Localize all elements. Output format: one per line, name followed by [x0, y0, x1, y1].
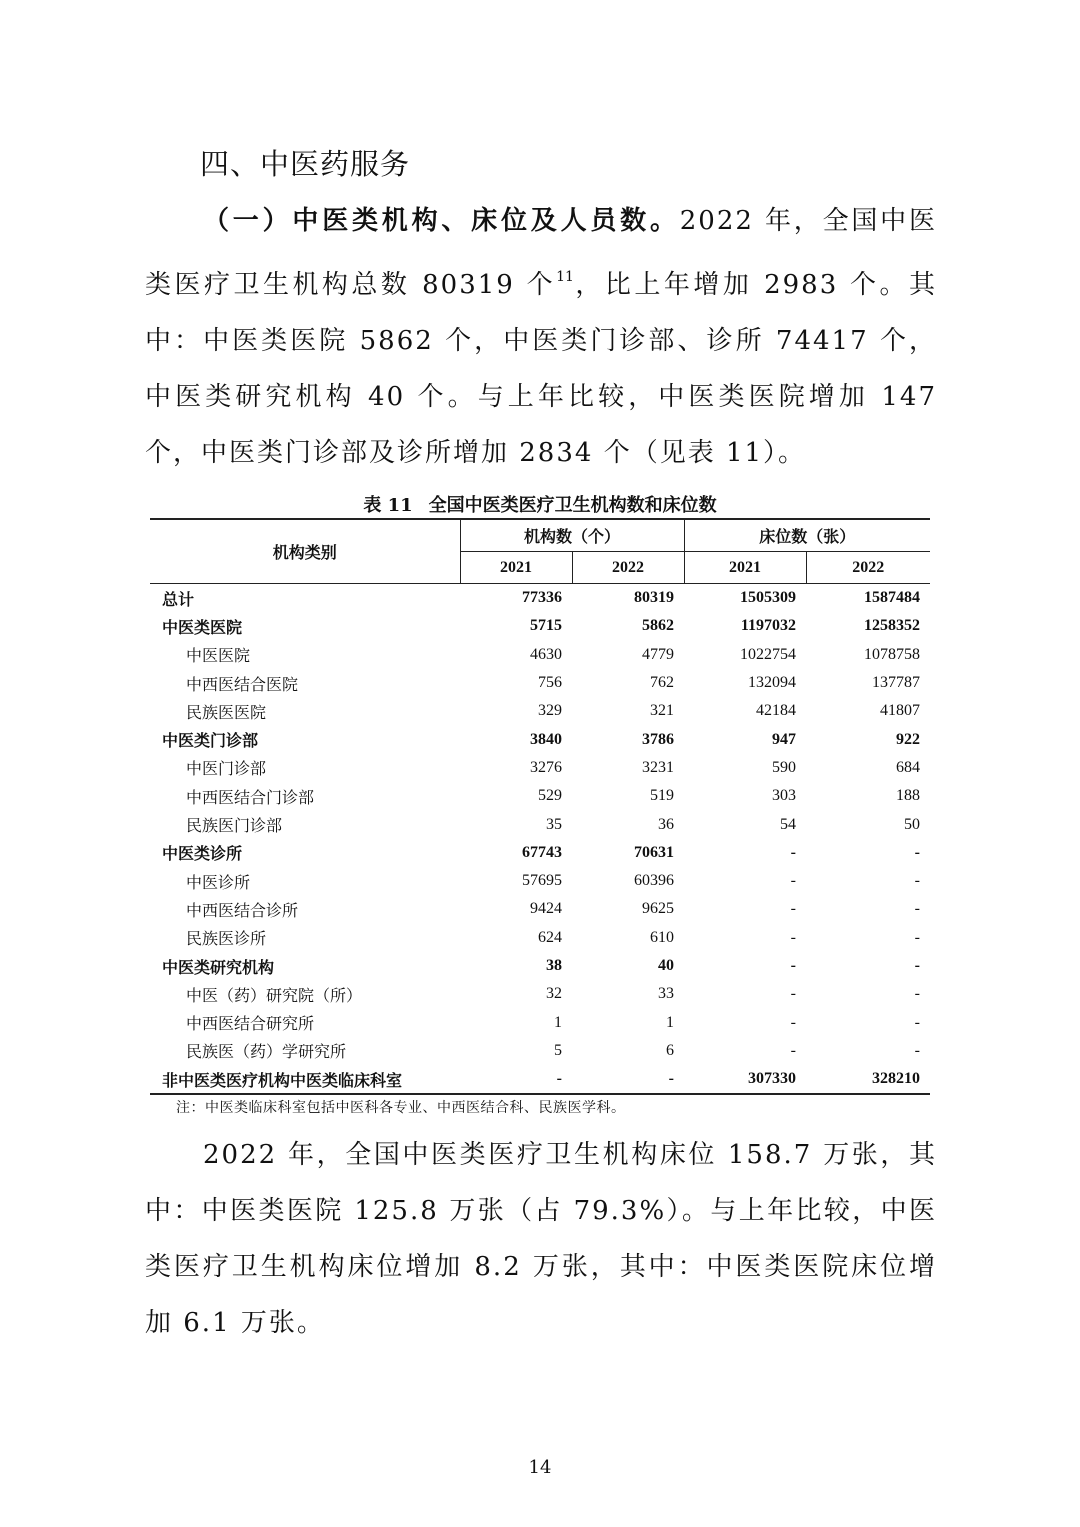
table-title — [150, 491, 930, 517]
row-label: 民族医（药）学研究所 — [186, 1044, 347, 1062]
cell-value: 329 — [538, 702, 562, 720]
cell-value: 3840 — [530, 730, 562, 748]
cell-value: 610 — [650, 928, 674, 946]
cell-value: 303 — [772, 787, 796, 805]
cell-value: 3231 — [642, 758, 674, 776]
cell-value: 132094 — [748, 674, 796, 692]
table-note: 注：中医类临床科室包括中医科各专业、中西医结合科、民族医学科。 — [176, 1100, 626, 1116]
cell-value: 57695 — [522, 872, 562, 890]
cell-value: 756 — [538, 674, 562, 692]
table-row — [150, 924, 930, 952]
cell-value: - — [914, 872, 920, 890]
row-label: 中医（药）研究院（所） — [186, 987, 363, 1005]
cell-value: 1197032 — [740, 617, 796, 635]
cell-value: - — [460, 1065, 572, 1094]
cell-value: 36 — [658, 815, 674, 833]
cell-value: - — [790, 1041, 796, 1059]
cell-value: 1258352 — [864, 617, 920, 635]
footnote-ref: 11 — [556, 269, 574, 285]
cell-value: 60396 — [634, 872, 674, 890]
paragraph-lead: （一）中医类机构、床位及人员数。 — [203, 206, 680, 236]
cell-value: 50 — [904, 815, 920, 833]
cell-value: 41807 — [880, 702, 920, 720]
cell-value: - — [572, 1065, 684, 1094]
cell-value: 5 — [554, 1041, 562, 1059]
cell-value: 6 — [666, 1041, 674, 1059]
cell-value: 321 — [650, 702, 674, 720]
column-group-beds: 床位数（张） — [684, 519, 930, 552]
cell-value: 32 — [546, 985, 562, 1003]
cell-value: 42184 — [756, 702, 796, 720]
cell-value: 762 — [650, 674, 674, 692]
table-row — [150, 612, 930, 640]
cell-value: 3786 — [642, 730, 674, 748]
row-label: 民族医诊所 — [186, 931, 267, 949]
row-label: 中医诊所 — [186, 874, 251, 892]
table-row — [150, 1065, 930, 1094]
cell-value: 947 — [772, 730, 796, 748]
row-label: 中医类诊所 — [162, 846, 243, 864]
row-label: 民族医医院 — [186, 704, 267, 722]
cell-value: - — [790, 957, 796, 974]
cell-value: 590 — [772, 758, 796, 776]
cell-value: 328210 — [806, 1065, 930, 1094]
cell-value: 5862 — [642, 617, 674, 635]
row-label: 中医门诊部 — [186, 761, 267, 779]
column-header-year: 2021 — [684, 552, 806, 584]
row-label: 中医医院 — [186, 648, 251, 666]
column-header-category: 机构类别 — [150, 519, 460, 584]
table-caption: 全国中医类医疗卫生机构数和床位数 — [428, 495, 717, 516]
cell-value: 80319 — [634, 589, 674, 607]
table-row — [150, 980, 930, 1008]
table-row — [150, 754, 930, 782]
cell-value: 684 — [896, 758, 920, 776]
row-label: 民族医门诊部 — [186, 818, 283, 836]
cell-value: - — [914, 1041, 920, 1059]
cell-value: - — [914, 928, 920, 946]
cell-value: 3276 — [530, 758, 562, 776]
cell-value: 188 — [896, 787, 920, 805]
cell-value: 77336 — [522, 589, 562, 607]
table-row — [150, 1037, 930, 1065]
cell-value: 4630 — [530, 645, 562, 663]
cell-value: 9625 — [642, 900, 674, 918]
row-label: 非中医类医疗机构中医类临床科室 — [150, 1065, 460, 1094]
cell-value: 5715 — [530, 617, 562, 635]
cell-value: 38 — [546, 957, 562, 974]
row-label: 中西医结合诊所 — [186, 902, 299, 920]
column-header-year: 2021 — [460, 552, 572, 584]
cell-value: - — [790, 872, 796, 890]
table-row — [150, 895, 930, 923]
cell-value: - — [914, 843, 920, 861]
row-label: 中医类门诊部 — [162, 733, 259, 751]
cell-value: 70631 — [634, 843, 674, 861]
cell-value: 54 — [780, 815, 796, 833]
table-row — [150, 810, 930, 838]
cell-value: 67743 — [522, 843, 562, 861]
cell-value: - — [914, 1013, 920, 1031]
section-heading: 四、中医药服务 — [200, 147, 411, 181]
cell-value: 1505309 — [740, 589, 796, 607]
cell-value: - — [914, 957, 920, 974]
table-row — [150, 697, 930, 725]
cell-value: - — [914, 985, 920, 1003]
table-row — [150, 867, 930, 895]
table-row — [150, 1008, 930, 1036]
paragraph-institutions — [145, 193, 937, 481]
paragraph-beds: 2022 年，全国中医类医疗卫生机构床位 158.7 万张，其中：中医类医院 125.8 万张（占 79.3%）。与上年比较，中医类医疗卫生机构床位增加 8.2 万张，其中：中医类医院床位增加 6.1 万张。 — [145, 1140, 937, 1338]
cell-value: 35 — [546, 815, 562, 833]
row-label: 总计 — [162, 591, 195, 609]
cell-value: 1 — [666, 1013, 674, 1031]
cell-value: 33 — [658, 985, 674, 1003]
table-row — [150, 669, 930, 697]
cell-value: 1078758 — [864, 645, 920, 663]
cell-value: - — [914, 900, 920, 918]
table-row — [150, 952, 930, 980]
table-row — [150, 839, 930, 867]
paragraph-text-b: ，比上年增加 2983 个。其中：中医类医院 5862 个，中医类门诊部、诊所 74417 个，中医类研究机构 40 个。与上年比较，中医类医院增加 147 个，中医类门诊部及诊所增加 2834 个（见表 11）。 — [145, 270, 937, 468]
cell-value: 922 — [896, 730, 920, 748]
cell-value: - — [790, 900, 796, 918]
cell-value: 9424 — [530, 900, 562, 918]
cell-value: 519 — [650, 787, 674, 805]
cell-value: 1587484 — [864, 589, 920, 607]
cell-value: 1 — [554, 1013, 562, 1031]
cell-value: 1022754 — [740, 645, 796, 663]
cell-value: - — [790, 1013, 796, 1031]
table-number: 表 11 — [363, 495, 413, 516]
row-label: 中西医结合研究所 — [186, 1016, 315, 1034]
row-label: 中西医结合门诊部 — [186, 789, 315, 807]
table-row — [150, 641, 930, 669]
column-header-year: 2022 — [806, 552, 930, 584]
cell-value: 4779 — [642, 645, 674, 663]
row-label: 中医类研究机构 — [162, 959, 275, 977]
table-row — [150, 782, 930, 810]
cell-value: - — [790, 985, 796, 1003]
cell-value: 137787 — [872, 674, 920, 692]
table-row — [150, 584, 930, 613]
paragraph-text-a: 2022 年，全国中医类医疗卫生机构总数 80319 个 — [145, 206, 937, 300]
cell-value: 624 — [538, 928, 562, 946]
institutions-beds-table — [150, 518, 930, 1095]
cell-value: 307330 — [684, 1065, 806, 1094]
page-number: 14 — [528, 1457, 552, 1478]
cell-value: - — [790, 843, 796, 861]
cell-value: - — [790, 928, 796, 946]
column-header-year: 2022 — [572, 552, 684, 584]
column-group-institutions: 机构数（个） — [460, 519, 684, 552]
table-row — [150, 725, 930, 753]
row-label: 中医类医院 — [162, 619, 243, 637]
cell-value: 40 — [658, 957, 674, 974]
row-label: 中西医结合医院 — [186, 676, 299, 694]
cell-value: 529 — [538, 787, 562, 805]
